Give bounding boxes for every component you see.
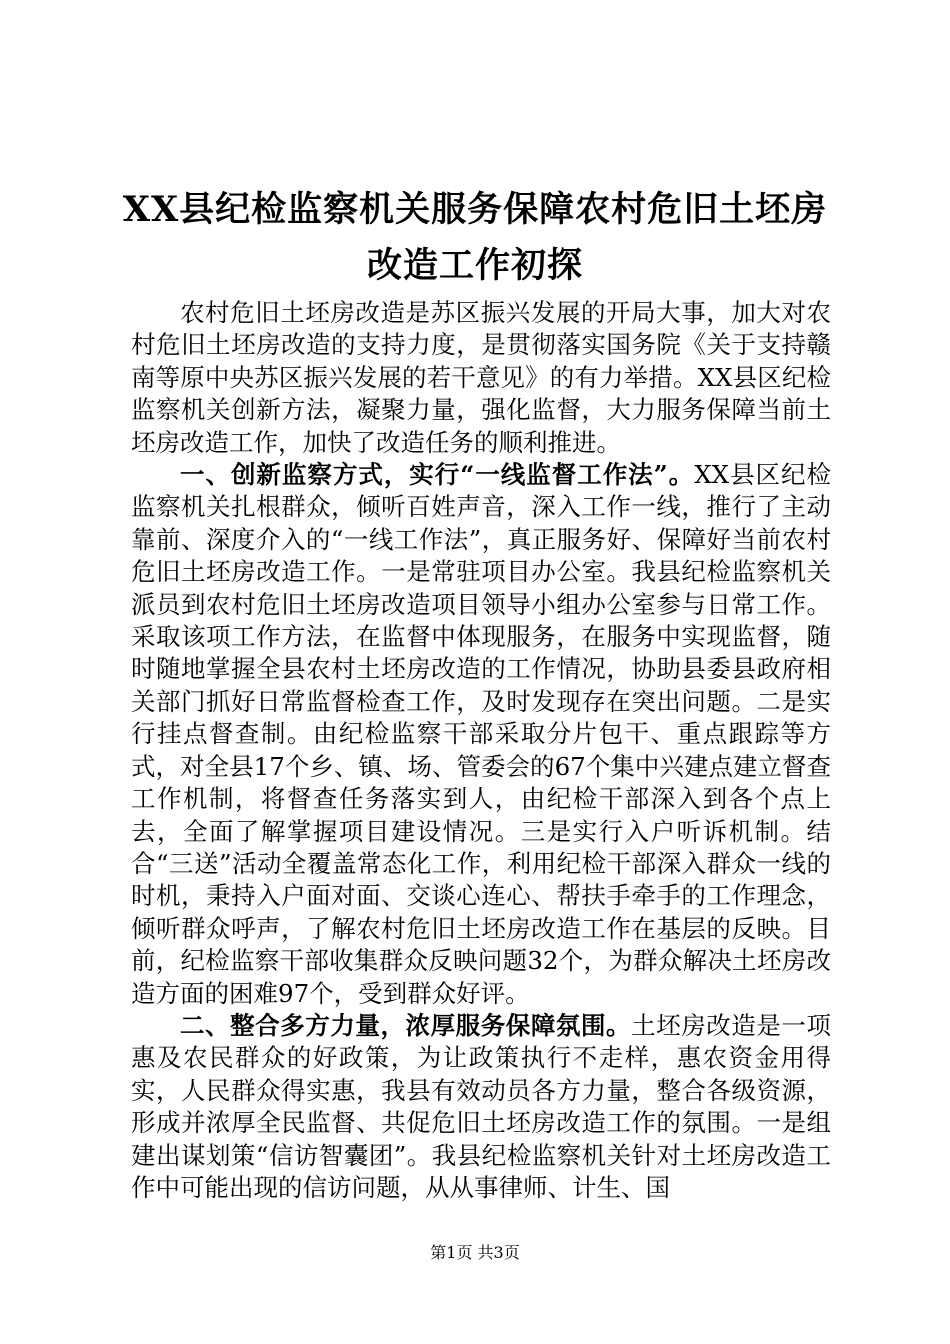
section-1-text: XX县区纪检监察机关扎根群众，倾听百姓声音，深入工作一线，推行了主动靠前、深度介入的“一线工作法”，真正服务好、保障好当前农村危旧土坯房改造工作。一是常驻项目办公室。我县纪检监察机关派员到农村危旧土坯房改造项目领导小组办公室参与日常工作。采取该项工作方法，在监督中体现服务，在服务中实现监督，随时随地掌握全县农村土坯房改造的工作情况，协助县委县政府相关部门抓好日常监督检查工作，及时发现存在突出问题。二是实行挂点督查制。由纪检监察干部采取分片包干、重点跟踪等方式，对全县17个乡、镇、场、管委会的67个集中兴建点建立督查工作机制，将督查任务落实到人，由纪检干部深入到各个点上去，全面了解掌握项目建设情况。三是实行入户听诉机制。结合“三送”活动全覆盖常态化工作，利用纪检干部深入群众一线的时机，秉持入户面对面、交谈心连心、帮扶手牵手的工作理念，倾听群众呼声，了解农村危旧土坯房改造工作在基层的反映。目前，纪检监察干部收集群众反映问题32个，为群众解决土坯房改造方面的困难97个，受到群众好评。: [131, 460, 831, 1008]
intro-paragraph: 农村危旧土坯房改造是苏区振兴发展的开局大事，加大对农村危旧土坯房改造的支持力度，是贯彻落实国务院《关于支持赣南等原中央苏区振兴发展的若干意见》的有力举措。XX县区纪检监察机关创新方法，凝聚力量，强化监督，大力服务保障当前土坯房改造工作，加快了改造任务的顺利推进。: [131, 298, 831, 457]
section-1-heading: 一、创新监察方式，实行“一线监督工作法”。: [180, 460, 695, 490]
page-footer: 第1页 共3页: [430, 1243, 520, 1262]
document-body: [131, 297, 831, 1204]
section-1-paragraph: [131, 459, 831, 1010]
section-2-text: 土坯房改造是一项惠及农民群众的好政策，为让政策执行不走样，惠农资金用得实，人民群众得实惠，我县有效动员各方力量，整合各级资源，形成并浓厚全民监督、共促危旧土坯房改造工作的氛围。一是组建出谋划策“信访智囊团”。我县纪检监察机关针对土坯房改造工作中可能出现的信访问题，从从事律师、计生、国: [131, 1010, 831, 1202]
document-title-line-2: 改造工作初探: [366, 245, 583, 286]
section-2-paragraph: [131, 1010, 831, 1204]
document-title-line-1: XX县纪检监察机关服务保障农村危旧土坯房: [122, 189, 828, 230]
section-2-heading: 二、整合多方力量，浓厚服务保障氛围。: [180, 1010, 632, 1040]
